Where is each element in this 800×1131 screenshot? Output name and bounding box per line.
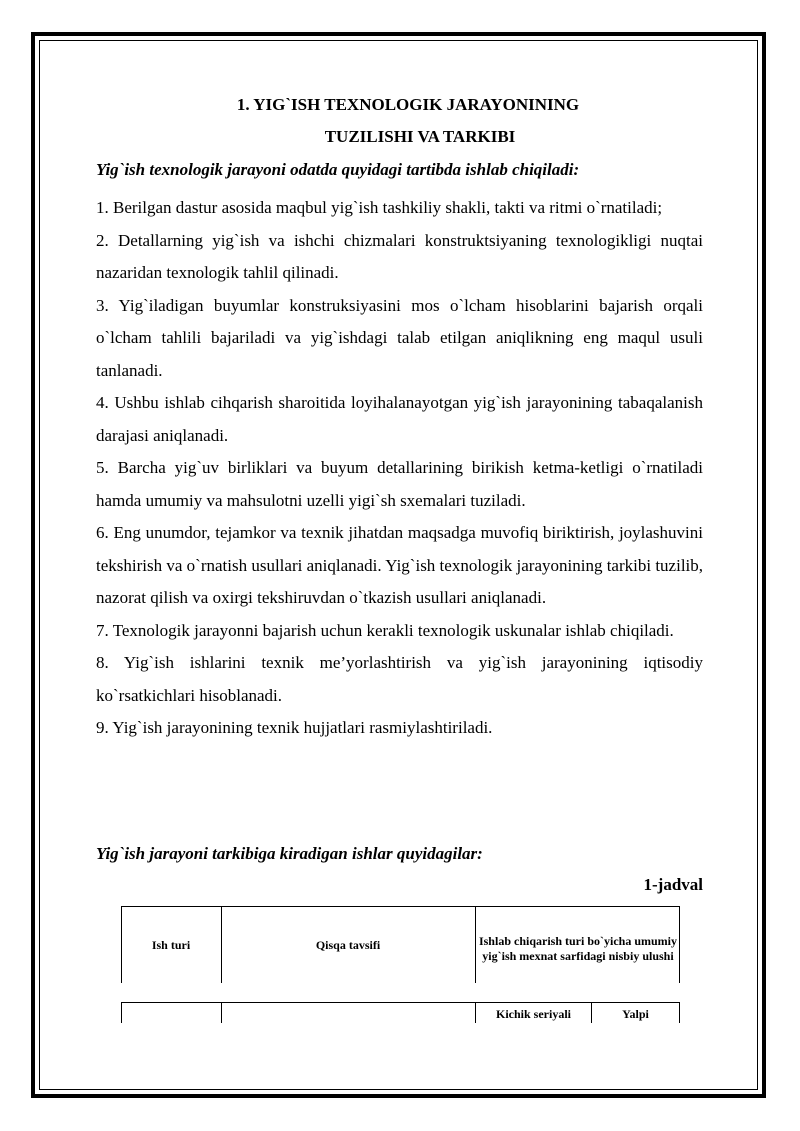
work-types-table <box>121 906 680 1023</box>
section-title-line1: 1. YIG`ISH TEXNOLOGIK JARAYONINING <box>236 95 580 114</box>
table-subheader-mass: Yalpi <box>622 1007 649 1021</box>
table-header-work-type: Ish turi <box>151 938 191 952</box>
table-header-description: Qisqa tavsifi <box>315 938 381 952</box>
step-item: 3. Yig`iladigan buyumlar konstruksiyasini mos o`lcham hisoblarini bajarish orqali o`lcham tahlili bajariladi va yig`ishdagi talab etilgan aniqlikning eng maqul usuli tanlanadi. <box>96 295 703 380</box>
table-rule <box>121 906 680 907</box>
step-item: 5. Barcha yig`uv birliklari va buyum detallarining birikish ketma-ketligi o`rnatiladi hamda umumiy va mahsulotni uzelli yigi`sh sxemalari tuziladi. <box>96 458 703 510</box>
step-item: 9. Yig`ish jarayonining texnik hujjatlari rasmiylashtiriladi. <box>96 718 493 737</box>
table-header-share: Ishlab chiqarish turi bo`yicha umumiy yig`ish mexnat sarfidagi nisbiy ulushi <box>478 934 678 963</box>
table-number-label: 1-jadval <box>643 875 703 894</box>
step-item: 1. Berilgan dastur asosida maqbul yig`ish tashkiliy shakli, takti va ritmi o`rnatiladi; <box>96 198 663 217</box>
outro-paragraph: Yig`ish jarayoni tarkibiga kiradigan ishlar quyidagilar: <box>96 844 483 863</box>
table-rule <box>121 1002 680 1003</box>
table-rule <box>679 1002 680 1023</box>
steps-list <box>96 192 703 745</box>
step-item: 6. Eng unumdor, tejamkor va texnik jihatdan maqsadga muvofiq biriktirish, joylashuvini tekshirish va o`rnatish usullari aniqlanadi. Yig`ish texnologik jarayonining tarkibi tuzilib, nazorat qilish va oxirgi tekshiruvdan o`tkazish usullari aniqlanadi. <box>96 523 704 607</box>
step-item: 4. Ushbu ishlab cihqarish sharoitida loyihalanayotgan yig`ish jarayonining tabaqalanish darajasi aniqlanadi. <box>96 393 703 445</box>
table-subheader-small-series: Kichik seriyali <box>496 1007 571 1021</box>
step-item: 8. Yig`ish ishlarini texnik me’yorlashtirish va yig`ish jarayonining iqtisodiy ko`rsatkichlari hisoblanadi. <box>96 653 703 705</box>
table-rule <box>221 1002 222 1023</box>
section-title-line2: TUZILISHI VA TARKIBI <box>324 127 516 146</box>
intro-paragraph: Yig`ish texnologik jarayoni odatda quyidagi tartibda ishlab chiqiladi: <box>96 160 580 179</box>
table-rule <box>121 1002 122 1023</box>
step-item: 2. Detallarning yig`ish va ishchi chizmalari konstruktsiyaning texnologikligi nuqtai nazaridan texnologik tahlil qilinadi. <box>96 230 703 282</box>
step-item: 7. Texnologik jarayonni bajarish uchun kerakli texnologik uskunalar ishlab chiqiladi. <box>96 620 674 640</box>
